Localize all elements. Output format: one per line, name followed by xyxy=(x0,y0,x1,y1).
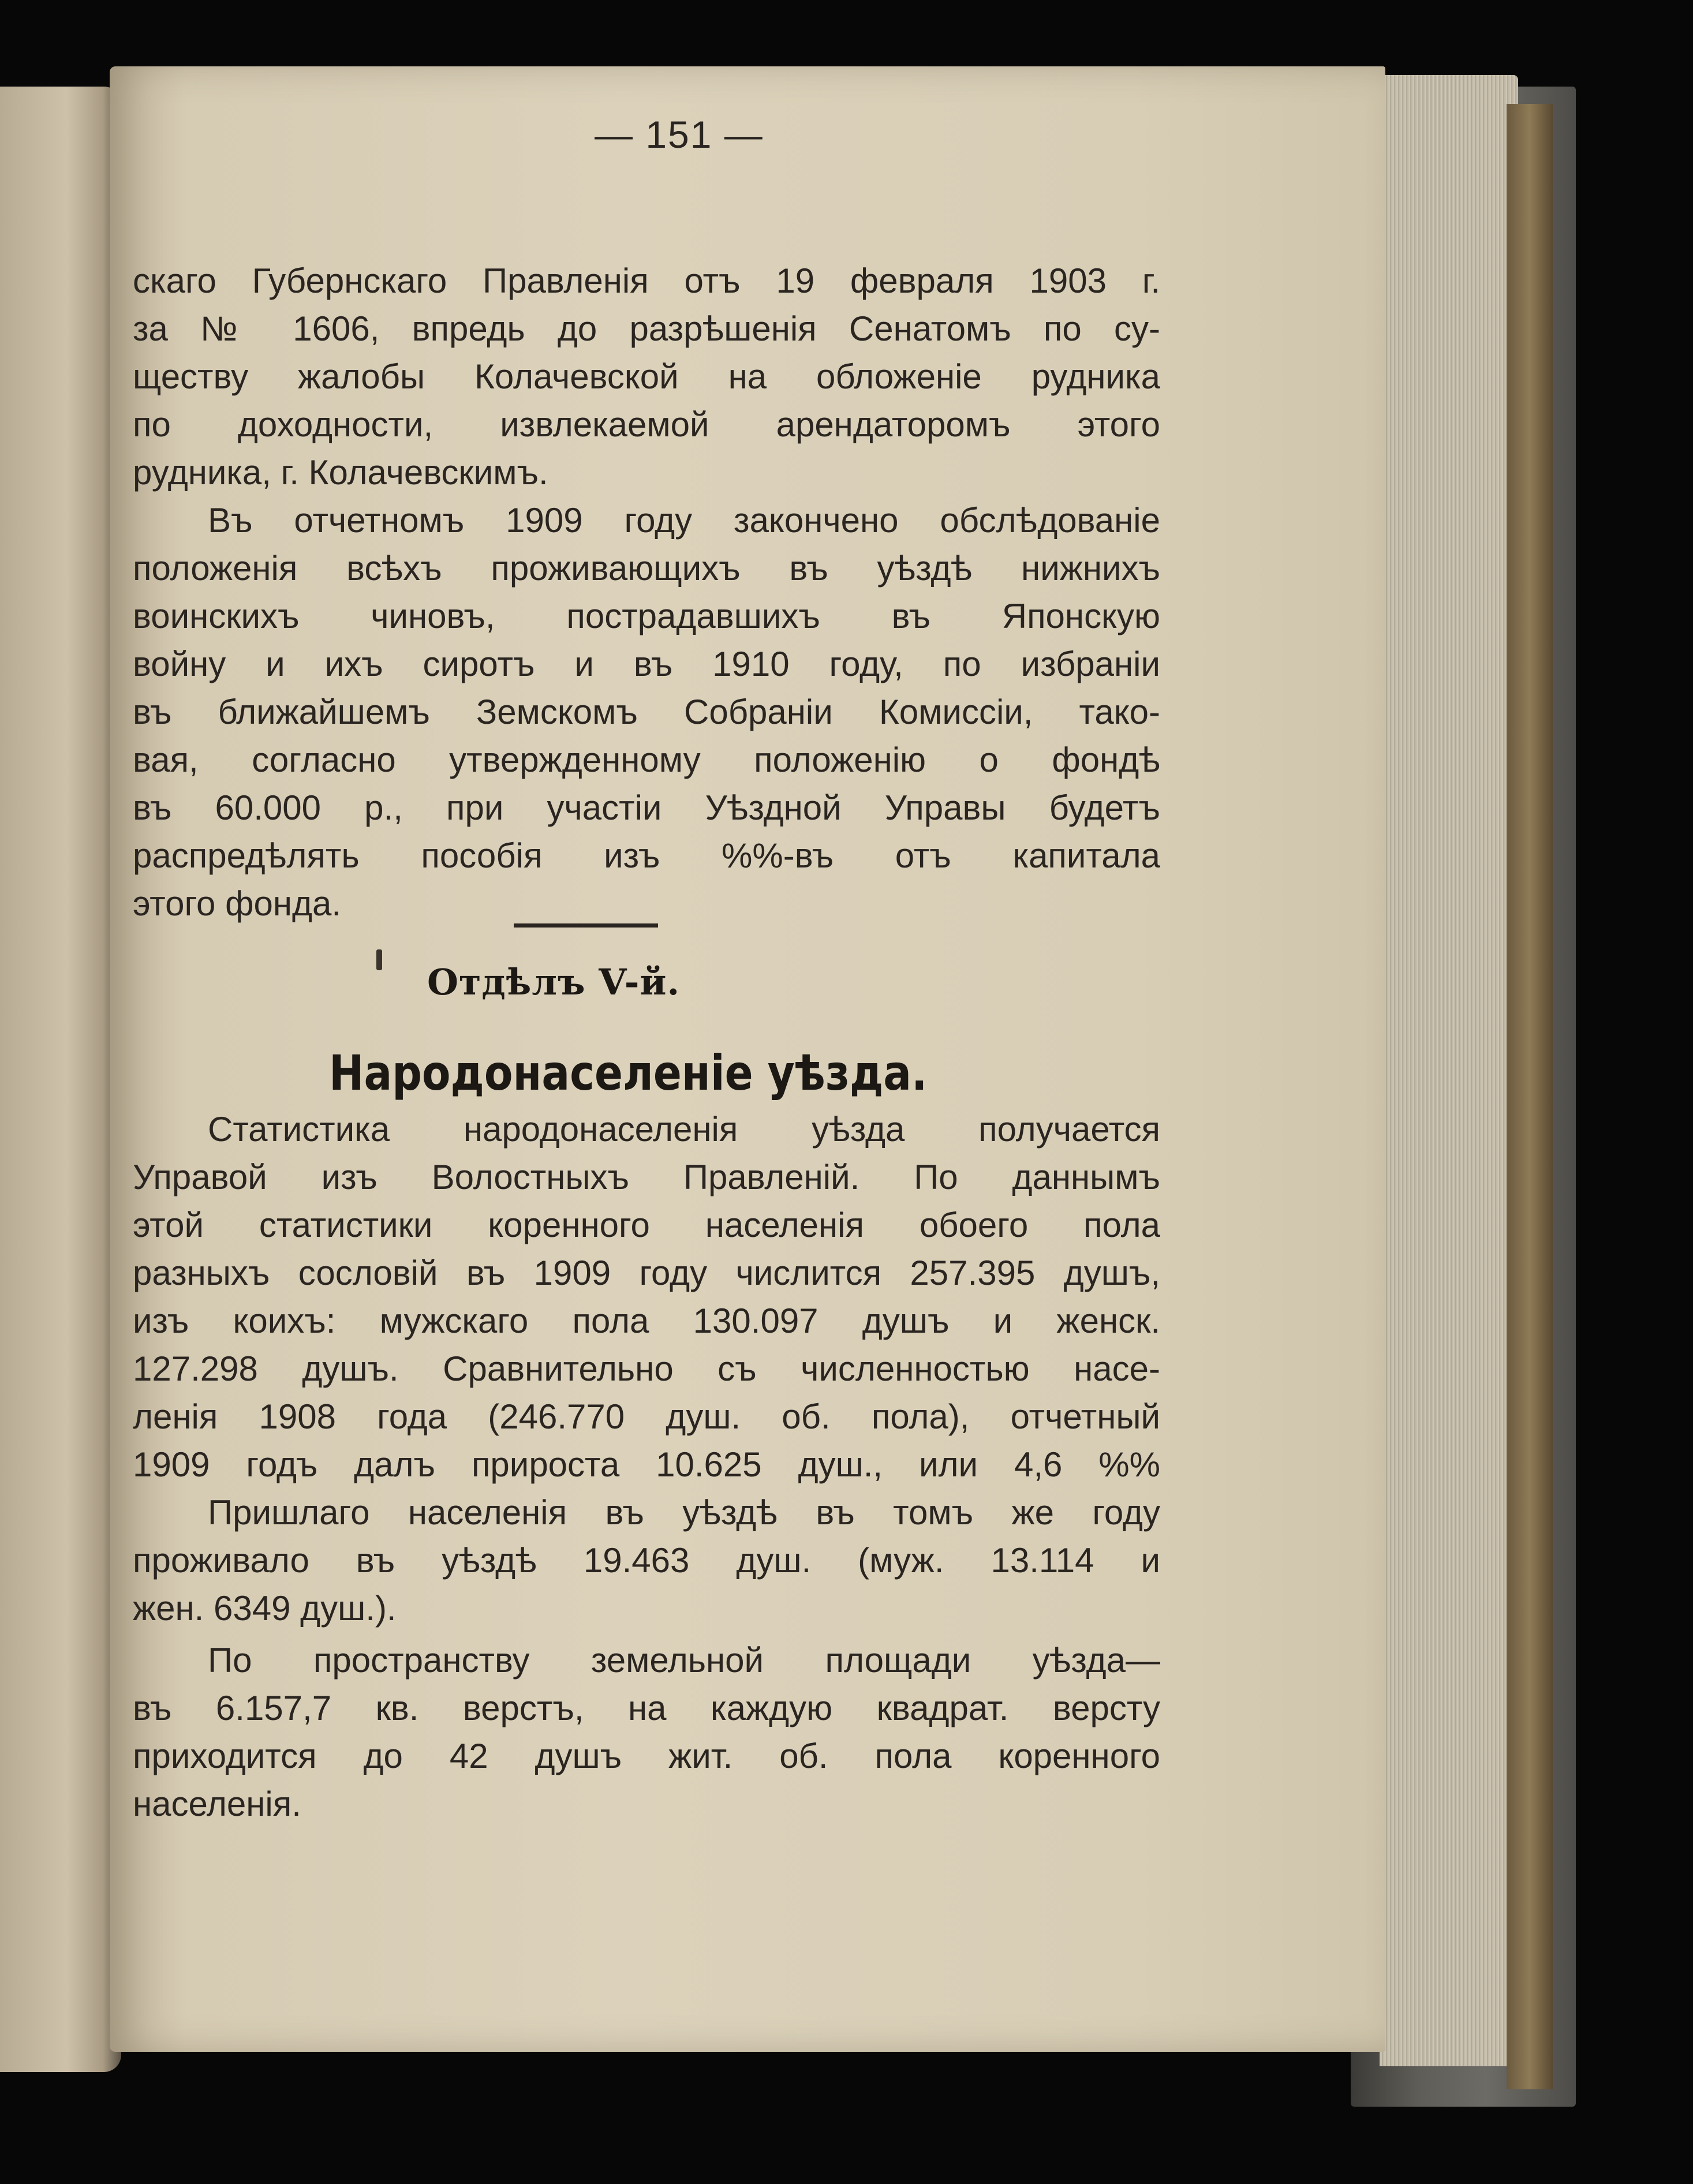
chapter-title: Народонаселеніе уѣзда. xyxy=(329,1045,928,1101)
text-line: ленія 1908 года (246.770 душ. об. пола), отчетный xyxy=(133,1397,1160,1436)
text-line: жен. 6349 душ.). xyxy=(133,1589,397,1628)
text-line: изъ коихъ: мужскаго пола 130.097 душъ и женск. xyxy=(133,1302,1160,1340)
ink-mark xyxy=(376,949,382,970)
text-line: по доходности, извлекаемой арендаторомъ этого xyxy=(133,405,1160,444)
text-line: Въ отчетномъ 1909 году закончено обслѣдованіе xyxy=(208,501,1160,540)
text-line: воинскихъ чиновъ, пострадавшихъ въ Японскую xyxy=(133,597,1160,635)
text-line: распредѣлять пособія изъ %%-въ отъ капитала xyxy=(133,836,1160,875)
text-line: въ 60.000 р., при участіи Уѣздной Управы будетъ xyxy=(133,788,1160,827)
text-line: 1909 годъ далъ прироста 10.625 душ., или 4,6 %% xyxy=(133,1445,1160,1484)
text-line: населенія. xyxy=(133,1785,301,1823)
text-line: 127.298 душъ. Сравнительно съ численностью насе- xyxy=(133,1349,1160,1388)
text-line: этой статистики коренного населенія обоего пола xyxy=(133,1206,1160,1244)
text-line: скаго Губернскаго Правленія отъ 19 февраля 1903 г. xyxy=(133,261,1160,300)
page-block-edge xyxy=(1380,75,1518,2066)
text-line: По пространству земельной площади уѣзда— xyxy=(208,1641,1160,1680)
previous-page-edge xyxy=(0,87,121,2072)
text-line: войну и ихъ сиротъ и въ 1910 году, по избраніи xyxy=(133,645,1160,683)
section-divider xyxy=(514,923,658,928)
text-line: этого фонда. xyxy=(133,884,341,923)
text-line: разныхъ сословій въ 1909 году числится 257.395 душъ, xyxy=(133,1254,1160,1292)
page-number: — 151 — xyxy=(595,113,764,156)
text-line: вая, согласно утвержденному положенію о фондѣ xyxy=(133,741,1160,779)
text-line: ществу жалобы Колачевской на обложеніе рудника xyxy=(133,357,1160,396)
text-line: Статистика народонаселенія уѣзда получается xyxy=(208,1110,1160,1149)
text-line: въ 6.157,7 кв. верстъ, на каждую квадрат. версту xyxy=(133,1689,1160,1727)
cover-board-edge xyxy=(1507,104,1553,2089)
section-title: Отдѣлъ V-й. xyxy=(427,961,681,1003)
text-line: приходится до 42 душъ жит. об. пола коренного xyxy=(133,1737,1160,1775)
text-line: проживало въ уѣздѣ 19.463 душ. (муж. 13.114 и xyxy=(133,1541,1160,1580)
text-line: за № 1606, впредь до разрѣшенія Сенатомъ по су- xyxy=(133,309,1160,348)
text-line: положенія всѣхъ проживающихъ въ уѣздѣ нижнихъ xyxy=(133,549,1160,588)
text-line: рудника, г. Колачевскимъ. xyxy=(133,453,548,492)
text-line: Управой изъ Волостныхъ Правленій. По даннымъ xyxy=(133,1158,1160,1196)
text-line: въ ближайшемъ Земскомъ Собраніи Комиссіи, тако- xyxy=(133,693,1160,731)
text-line: Пришлаго населенія въ уѣздѣ въ томъ же году xyxy=(208,1493,1160,1532)
